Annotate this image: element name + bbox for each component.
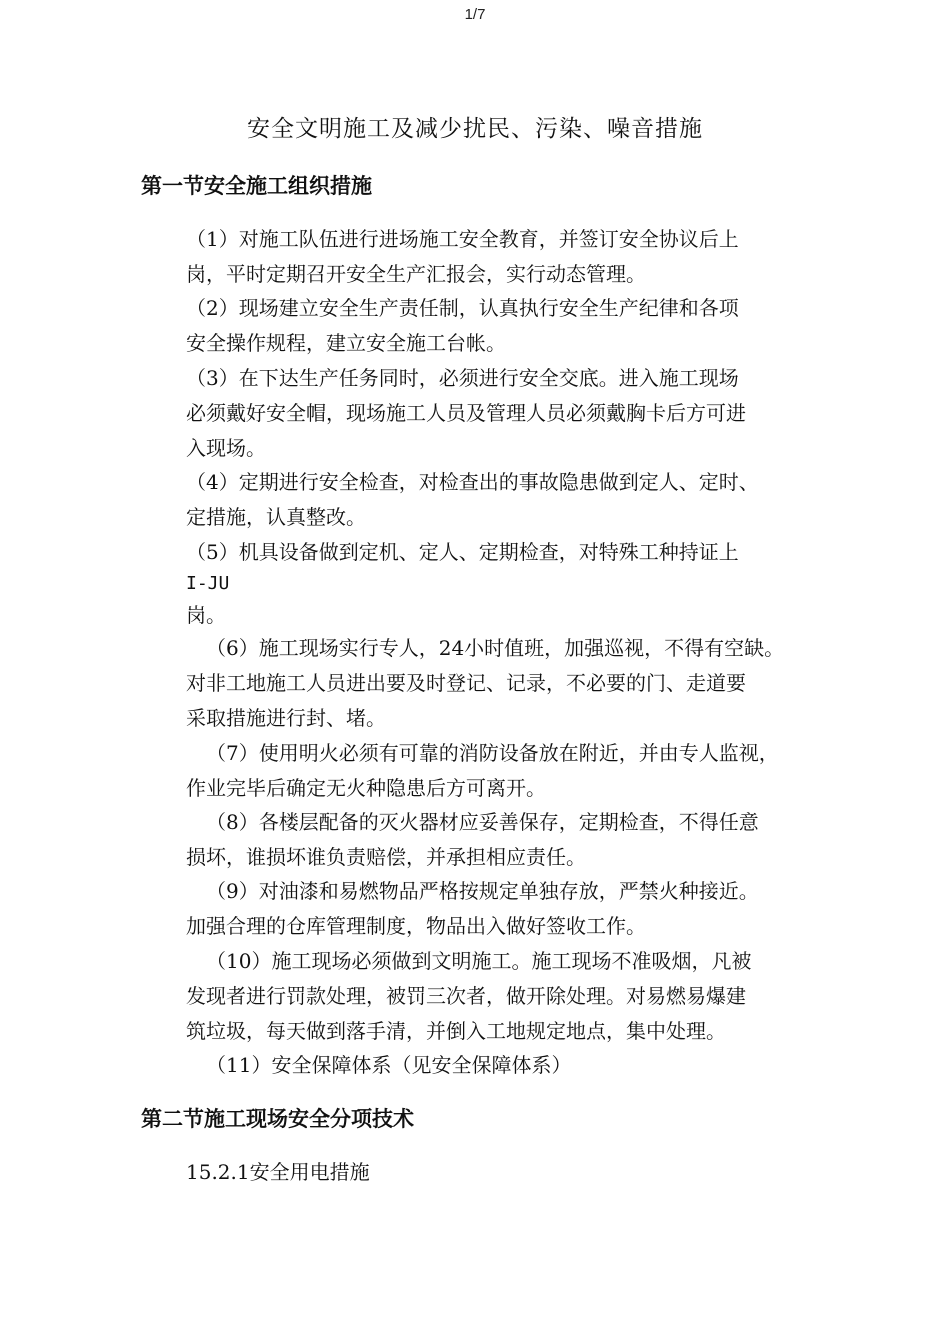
paragraph-line: （1）对施工队伍进行进场施工安全教育，并签订安全协议后上 [186,227,739,251]
paragraph-line: 入现场。 [186,436,266,460]
paragraph-2 [186,291,739,361]
paragraph-11 [186,1048,571,1083]
paragraph-line: （3）在下达生产任务同时，必须进行安全交底。进入施工现场 [186,366,739,390]
paragraph-line: 安全操作规程，建立安全施工台帐。 [186,331,506,355]
paragraph-line: 对非工地施工人员进出要及时登记、记录，不必要的门、走道要 [186,671,746,695]
paragraph-line: （7）使用明火必须有可靠的消防设备放在附近，并由专人监视， [206,741,779,765]
paragraph-5 [186,535,739,633]
document-title: 安全文明施工及减少扰民、污染、噪音措施 [247,116,703,142]
paragraph-line: （10）施工现场必须做到文明施工。施工现场不准吸烟，凡被 [206,949,752,973]
paragraph-line: （8）各楼层配备的灭火器材应妥善保存，定期检查，不得任意 [206,810,759,834]
paragraph-line: （4）定期进行安全检查，对检查出的事故隐患做到定人、定时、 [186,470,759,494]
paragraph-9 [186,874,759,944]
paragraph-3 [186,361,746,466]
paragraph-4 [186,465,759,535]
paragraph-line: 岗。 [186,603,226,627]
section-heading-2: 第二节施工现场安全分项技术 [141,1107,414,1131]
page-number: 1/7 [464,6,486,23]
paragraph-line: 必须戴好安全帽，现场施工人员及管理人员必须戴胸卡后方可进 [186,401,746,425]
subsection-heading: 15.2.1安全用电措施 [186,1160,370,1184]
paragraph-line: 定措施，认真整改。 [186,505,366,529]
paragraph-line: 岗，平时定期召开安全生产汇报会，实行动态管理。 [186,262,646,286]
paragraph-8 [186,805,759,875]
section-heading-1: 第一节安全施工组织措施 [141,174,372,198]
paragraph-line: 损坏，谁损坏谁负责赔偿，并承担相应责任。 [186,845,586,869]
paragraph-line: 筑垃圾，每天做到落手清，并倒入工地规定地点，集中处理。 [186,1019,726,1043]
paragraph-line: （5）机具设备做到定机、定人、定期检查，对特殊工种持证上 [186,540,739,564]
paragraph-line: 采取措施进行封、堵。 [186,706,386,730]
paragraph-line: （11）安全保障体系（见安全保障体系） [206,1053,572,1077]
paragraph-line: I-JU [186,573,230,594]
paragraph-line: 加强合理的仓库管理制度，物品出入做好签收工作。 [186,914,646,938]
paragraph-10 [186,944,751,1049]
paragraph-line: 作业完毕后确定无火种隐患后方可离开。 [186,776,546,800]
paragraph-1 [186,222,739,292]
paragraph-line: （2）现场建立安全生产责任制，认真执行安全生产纪律和各项 [186,296,739,320]
paragraph-line: （9）对油漆和易燃物品严格按规定单独存放，严禁火种接近。 [206,879,759,903]
paragraph-line: （6）施工现场实行专人，24小时值班，加强巡视，不得有空缺。 [206,636,785,660]
paragraph-7 [186,736,779,806]
paragraph-line: 发现者进行罚款处理，被罚三次者，做开除处理。对易燃易爆建 [186,984,746,1008]
paragraph-6 [186,631,784,736]
